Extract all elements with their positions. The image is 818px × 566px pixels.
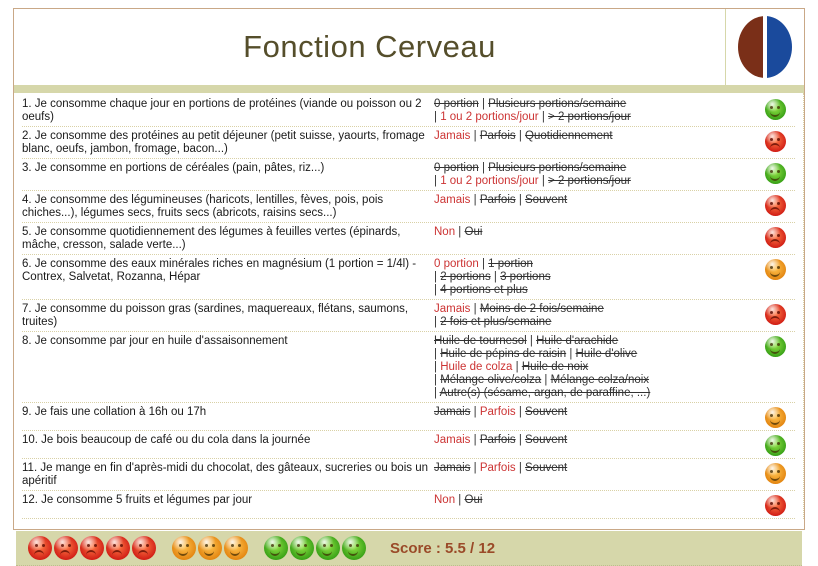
answer-option[interactable]: Plusieurs portions/semaine	[488, 98, 627, 110]
question-row	[22, 191, 795, 223]
answer-options	[434, 462, 755, 475]
answer-options	[434, 494, 755, 507]
answer-option[interactable]: Jamais	[434, 406, 471, 418]
answer-separator: |	[434, 111, 441, 123]
result-cell	[755, 462, 795, 484]
question-text: 7. Je consomme du poisson gras (sardines, maquereaux, flétans, saumons, truites)	[22, 303, 409, 328]
answer-option[interactable]: Quotidiennement	[525, 130, 613, 142]
answer-option[interactable]: 1 ou 2 portions/jour	[440, 175, 539, 187]
answer-option[interactable]: Huile de tournesol	[434, 335, 527, 347]
answer-option[interactable]: 1 ou 2 portions/jour	[440, 111, 539, 123]
answer-separator: |	[538, 111, 549, 123]
score-text: Score : 5.5 / 12	[390, 539, 496, 557]
title-wrap	[14, 9, 725, 85]
answer-separator: |	[515, 406, 526, 418]
answer-option[interactable]: Parfois	[479, 434, 516, 446]
question-text: 9. Je fais une collation à 16h ou 17h	[22, 406, 207, 418]
result-cell	[755, 494, 795, 516]
answer-option[interactable]: Parfois	[479, 462, 516, 474]
answer-option[interactable]: Huile de colza	[440, 361, 513, 373]
result-smiley-red-icon	[765, 495, 786, 516]
answer-separator: |	[515, 434, 526, 446]
result-smiley-red-icon	[765, 304, 786, 325]
score-smiley-red-icon	[80, 536, 104, 560]
answer-option[interactable]: Jamais	[434, 303, 471, 315]
answer-option[interactable]: Mélange colza/noix	[550, 374, 650, 386]
answer-option[interactable]: 1 portion	[488, 258, 533, 270]
answer-option[interactable]: Moins de 2 fois/semaine	[479, 303, 604, 315]
question-text: 8. Je consomme par jour en huile d'assaisonnement	[22, 335, 288, 347]
answer-line	[434, 361, 755, 374]
result-smiley-red-icon	[765, 131, 786, 152]
score-smiley-red-icon	[106, 536, 130, 560]
question-row	[22, 223, 795, 255]
answer-option[interactable]: Oui	[464, 226, 483, 238]
answer-line	[434, 348, 755, 361]
answer-separator: |	[515, 130, 526, 142]
score-smiley-red-icon	[132, 536, 156, 560]
answer-line	[434, 494, 755, 507]
answer-line	[434, 162, 755, 175]
result-cell	[755, 98, 795, 120]
page-header	[14, 9, 804, 85]
result-cell	[755, 194, 795, 216]
question-row	[22, 127, 795, 159]
answer-separator: |	[526, 335, 537, 347]
answer-line	[434, 462, 755, 475]
answer-options	[434, 162, 755, 188]
answer-option[interactable]: 3 portions	[500, 271, 551, 283]
answer-option[interactable]: Parfois	[479, 130, 516, 142]
result-cell	[755, 434, 795, 456]
answer-option[interactable]: Autre(s) (sésame, argan, de paraffine, ...)	[439, 387, 651, 399]
answer-separator: |	[434, 361, 441, 373]
score-smiley-orange-icon	[224, 536, 248, 560]
score-bar	[16, 531, 802, 566]
answer-options	[434, 303, 755, 329]
answer-line	[434, 175, 755, 188]
result-smiley-orange-icon	[765, 407, 786, 428]
answer-separator: |	[470, 434, 480, 446]
answer-option[interactable]: Jamais	[434, 462, 471, 474]
answer-option[interactable]: Souvent	[525, 406, 568, 418]
result-smiley-red-icon	[765, 227, 786, 248]
question-row	[22, 403, 795, 431]
question-text: 3. Je consomme en portions de céréales (pain, pâtes, riz...)	[22, 162, 325, 174]
answer-separator: |	[434, 387, 440, 399]
answer-line	[434, 271, 755, 284]
answer-separator: |	[455, 226, 465, 238]
answer-separator: |	[490, 271, 501, 283]
answer-options	[434, 226, 755, 239]
answer-option[interactable]: 4 portions et plus	[440, 284, 528, 296]
answer-line	[434, 335, 755, 348]
score-smiley-red-icon	[28, 536, 52, 560]
answer-option[interactable]: Huile d'olive	[575, 348, 638, 360]
result-cell	[755, 406, 795, 428]
answer-options	[434, 434, 755, 447]
question-text: 1. Je consomme chaque jour en portions de protéines (viande ou poisson ou 2 oeufs)	[22, 98, 422, 123]
answer-options	[434, 406, 755, 419]
answer-separator: |	[434, 284, 441, 296]
answer-separator: |	[434, 175, 441, 187]
score-smiley-red-icon	[54, 536, 78, 560]
question-row	[22, 332, 795, 403]
question-text: 5. Je consomme quotidiennement des légumes à feuilles vertes (épinards, mâche, cresson, salade verte...)	[22, 226, 401, 251]
answer-options	[434, 98, 755, 124]
answer-line	[434, 406, 755, 419]
result-smiley-green-icon	[765, 336, 786, 357]
answer-separator: |	[455, 494, 465, 506]
question-row	[22, 459, 795, 491]
answer-separator: |	[470, 303, 480, 315]
answer-option[interactable]: Mélange olive/colza	[440, 374, 542, 386]
questionnaire-page	[13, 8, 805, 557]
result-smiley-red-icon	[765, 195, 786, 216]
answer-separator: |	[478, 258, 489, 270]
answer-line	[434, 374, 755, 387]
answer-separator: |	[512, 361, 522, 373]
answer-option[interactable]: Jamais	[434, 194, 471, 206]
answer-option[interactable]: Huile d'arachide	[536, 335, 619, 347]
brand-logo-icon	[738, 16, 792, 78]
result-cell	[755, 162, 795, 184]
answer-option[interactable]: Souvent	[525, 434, 568, 446]
score-smiley-orange-icon	[172, 536, 196, 560]
result-smiley-orange-icon	[765, 463, 786, 484]
score-smiley-green-icon	[316, 536, 340, 560]
answer-option[interactable]: Huile de pépins de raisin	[440, 348, 567, 360]
answer-option[interactable]: Plusieurs portions/semaine	[488, 162, 627, 174]
answer-separator: |	[470, 406, 480, 418]
score-smiley-orange-icon	[198, 536, 222, 560]
answer-separator: |	[538, 175, 549, 187]
answer-line	[434, 111, 755, 124]
answer-options	[434, 258, 755, 297]
score-smiley-green-icon	[264, 536, 288, 560]
answer-separator: |	[478, 162, 489, 174]
answer-separator: |	[434, 316, 441, 328]
answer-option[interactable]: Parfois	[479, 406, 516, 418]
answer-line	[434, 98, 755, 111]
answer-options	[434, 335, 755, 400]
answer-option[interactable]: > 2 portions/jour	[548, 111, 631, 123]
answer-option[interactable]: Oui	[464, 494, 483, 506]
score-smiley-green-icon	[290, 536, 314, 560]
answer-option[interactable]: > 2 portions/jour	[548, 175, 631, 187]
question-row	[22, 255, 795, 300]
question-text: 6. Je consomme des eaux minérales riches en magnésium (1 portion = 1/4l) - Contrex, Salvetat, Rozanna, Hépar	[22, 258, 417, 283]
answer-option[interactable]: 0 portion	[434, 162, 479, 174]
result-smiley-orange-icon	[765, 259, 786, 280]
logo-box	[725, 9, 804, 85]
answer-option[interactable]: Jamais	[434, 434, 471, 446]
question-row	[22, 95, 795, 127]
answer-separator: |	[434, 271, 441, 283]
answer-line	[434, 194, 755, 207]
answer-line	[434, 434, 755, 447]
page-title: Fonction Cerveau	[243, 29, 496, 64]
answer-line	[434, 387, 755, 400]
answer-separator: |	[541, 374, 551, 386]
answer-separator: |	[515, 194, 526, 206]
header-divider-band	[14, 85, 804, 93]
score-scale	[28, 536, 368, 560]
answer-line	[434, 130, 755, 143]
answer-option[interactable]: Non	[434, 494, 456, 506]
question-row	[22, 431, 795, 459]
question-text: 12. Je consomme 5 fruits et légumes par jour	[22, 494, 253, 506]
answer-separator: |	[434, 348, 441, 360]
answer-option[interactable]: 2 portions	[440, 271, 491, 283]
question-row	[22, 491, 795, 519]
answer-separator: |	[470, 194, 480, 206]
answer-option[interactable]: Non	[434, 226, 456, 238]
result-cell	[755, 130, 795, 152]
answer-line	[434, 258, 755, 271]
answer-separator: |	[566, 348, 576, 360]
answer-options	[434, 130, 755, 143]
question-text: 2. Je consomme des protéines au petit déjeuner (petit suisse, yaourts, fromage blanc, oeufs, jambon, fromage, bacon...)	[22, 130, 425, 155]
answer-line	[434, 226, 755, 239]
answer-line	[434, 284, 755, 297]
answer-separator: |	[478, 98, 489, 110]
result-cell	[755, 226, 795, 248]
answer-separator: |	[470, 462, 480, 474]
answer-separator: |	[434, 374, 441, 386]
answer-option[interactable]: 2 fois et plus/semaine	[440, 316, 552, 328]
result-smiley-green-icon	[765, 99, 786, 120]
question-text: 10. Je bois beaucoup de café ou du cola dans la journée	[22, 434, 311, 446]
result-smiley-green-icon	[765, 435, 786, 456]
answer-option[interactable]: Souvent	[525, 194, 568, 206]
question-row	[22, 300, 795, 332]
answer-option[interactable]: Jamais	[434, 130, 471, 142]
answer-line	[434, 316, 755, 329]
question-text: 11. Je mange en fin d'après-midi du chocolat, des gâteaux, sucreries ou bois un apéritif	[22, 462, 428, 487]
answer-option[interactable]: Parfois	[479, 194, 516, 206]
answer-option[interactable]: 0 portion	[434, 98, 479, 110]
result-cell	[755, 258, 795, 280]
answer-separator: |	[470, 130, 480, 142]
answer-line	[434, 303, 755, 316]
question-row	[22, 159, 795, 191]
score-smiley-green-icon	[342, 536, 366, 560]
result-smiley-green-icon	[765, 163, 786, 184]
question-list	[14, 93, 804, 519]
answer-options	[434, 194, 755, 207]
answer-separator: |	[515, 462, 526, 474]
answer-option[interactable]: Souvent	[525, 462, 568, 474]
question-text: 4. Je consomme des légumineuses (haricots, lentilles, fèves, pois, pois chiches...), légumes secs, fruits secs (abricots, raisins secs...)	[22, 194, 384, 219]
answer-option[interactable]: Huile de noix	[521, 361, 589, 373]
result-cell	[755, 303, 795, 325]
result-cell	[755, 335, 795, 357]
answer-option[interactable]: 0 portion	[434, 258, 479, 270]
